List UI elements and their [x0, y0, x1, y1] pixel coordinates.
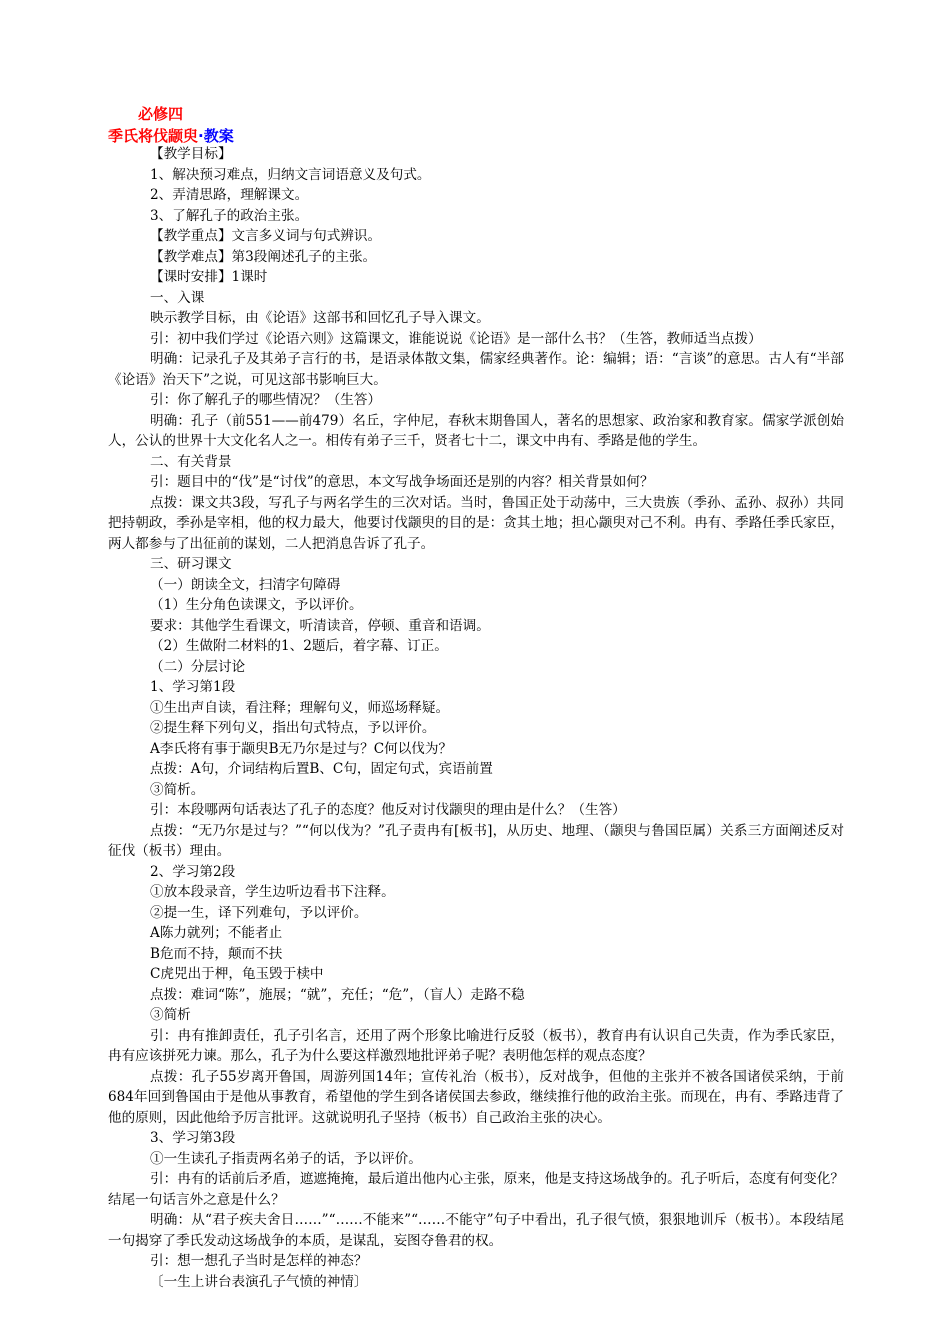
paragraph: ②提生释下列句义，指出句式特点，予以评价。 [150, 720, 436, 736]
paragraph: 二、有关背景 [150, 453, 232, 470]
paragraph: ②提一生，译下列难句，予以评价。 [150, 904, 368, 921]
paragraph: 3、学习第3段 [150, 1130, 236, 1146]
paragraph: 点拨：孔子55岁离开鲁国，周游列国14年；宣传礼治（板书），反对战争，但他的主张并不被各国诸侯采纳，于前684年回到鲁国由于是他从事教育，希望他的学生到各诸侯国去参政，继续推行他的政治主张。而现在，冉有、季路违背了他的原则，因此他给予厉言批评。这就说明孔子坚持（板书）自己政治主张的决心。 [108, 1068, 844, 1126]
paragraph: 三、研习课文 [150, 556, 232, 572]
paragraph: 点拨：A句，介词结构后置B、C句，固定句式，宾语前置 [150, 761, 493, 777]
paragraph: 引：你了解孔子的哪些情况？（生答） [150, 392, 382, 408]
paragraph: 〔一生上讲台表演孔子气愤的神情〕 [150, 1273, 368, 1290]
paragraph: 映示教学目标，由《论语》这部书和回忆孔子导入课文。 [150, 310, 490, 326]
paragraph: 点拨：“无乃尔是过与？”“何以伐为？”孔子责冉有[板书]，从历史、地理、（颛臾与鲁国臣属）关系三方面阐述反对征伐（板书）理由。 [108, 822, 844, 859]
paragraph: 点拨：难词“陈”，施展；“就”，充任；“危”，（盲人）走路不稳 [150, 986, 525, 1003]
paragraph: 引：冉有的话前后矛盾，遮遮掩掩，最后道出他内心主张，原来，他是支持这场战争的。孔子听后，态度有何变化？结尾一句话言外之意是什么？ [108, 1171, 844, 1208]
title-suffix: 教案 [203, 127, 234, 145]
paragraph: A李氏将有事于颛臾B无乃尔是过与？C何以伐为？ [150, 740, 453, 757]
paragraph: 明确：孔子（前551——前479）名丘，字仲尼，春秋末期鲁国人，著名的思想家、政治家和教育家。儒家学派创始人，公认的世界十大文化名人之一。相传有弟子三千，贤者七十二，课文中冉有、季路是他的学生。 [108, 412, 844, 449]
paragraph: 引：冉有推卸责任，孔子引名言，还用了两个形象比喻进行反驳（板书），教育冉有认识自己失责，作为季氏家臣，冉有应该拼死力谏。那么，孔子为什么要这样激烈地批评弟子呢？表明他怎样的观点态度？ [108, 1027, 844, 1064]
paragraph: 引：想一想孔子当时是怎样的神态？ [150, 1253, 368, 1269]
paragraph: 点拨：课文共3段，写孔子与两名学生的三次对话。当时，鲁国正处于动荡中，三大贵族（季孙、孟孙、叔孙）共同把持朝政，季孙是宰相，他的权力最大，他要讨伐颛臾的目的是：贪其土地；担心颛臾对己不利。冉有、季路任季氏家臣，两人都参与了出征前的谋划，二人把消息告诉了孔子。 [108, 494, 844, 552]
paragraph: （2）生做附二材料的1、2题后，着字幕、订正。 [150, 638, 448, 654]
paragraph: 2、弄清思路，理解课文。 [150, 187, 309, 203]
paragraph: 【教学难点】第3段阐述孔子的主张。 [150, 248, 377, 265]
paragraph: 1、解决预习难点，归纳文言词语意义及句式。 [150, 166, 431, 183]
paragraph: 一、入课 [150, 289, 205, 306]
paragraph: ①生出声自读，看注释；理解句义，师巡场释疑。 [150, 699, 450, 716]
paragraph: （一）朗读全文，扫清字句障碍 [150, 576, 341, 593]
paragraph: ③简析 [150, 1007, 191, 1023]
paragraph: （二）分层讨论 [150, 658, 246, 675]
paragraph: （1）生分角色读课文，予以评价。 [150, 597, 363, 613]
document-body [108, 144, 844, 1292]
paragraph: B危而不持，颠而不扶 [150, 945, 283, 962]
paragraph: ①放本段录音，学生边听边看书下注释。 [150, 884, 395, 900]
paragraph: ③简析。 [150, 781, 205, 798]
paragraph: 引：本段哪两句话表达了孔子的态度？他反对讨伐颛臾的理由是什么？（生答） [150, 802, 626, 818]
subject-heading: 必修四 [138, 105, 184, 123]
paragraph: A陈力就列；不能者止 [150, 925, 283, 941]
paragraph: 1、学习第1段 [150, 679, 236, 695]
paragraph: 明确：记录孔子及其弟子言行的书，是语录体散文集，儒家经典著作。论：编辑；语：“言谈”的意思。古人有“半部《论语》治天下”之说，可见这部书影响巨大。 [108, 351, 844, 388]
paragraph: 2、学习第2段 [150, 863, 236, 880]
paragraph: 【教学目标】 [150, 146, 232, 162]
paragraph: 【教学重点】文言多义词与句式辨识。 [150, 228, 382, 244]
paragraph: 明确：从“君子疾夫舍日……”“……不能来”“……不能守”句子中看出，孔子很气愤，狠狠地训斥（板书）。本段结尾一句揭穿了季氏发动这场战争的本质，是谋乱，妄图夺鲁君的权。 [108, 1212, 844, 1249]
paragraph: 引：题目中的“伐”是“讨伐”的意思，本文写战争场面还是别的内容？相关背景如何？ [150, 474, 654, 490]
paragraph: 引：初中我们学过《论语六则》这篇课文，谁能说说《论语》是一部什么书？（生答，教师适当点拨） [150, 330, 762, 347]
title-separator: · [198, 127, 204, 145]
paragraph: 3、了解孔子的政治主张。 [150, 207, 309, 224]
paragraph: 要求：其他学生看课文，听清读音，停顿、重音和语调。 [150, 617, 490, 634]
title-main: 季氏将伐颛臾 [108, 127, 199, 145]
paragraph: C虎兕出于柙，龟玉毁于椟中 [150, 966, 324, 982]
paragraph: ①一生读孔子指责两名弟子的话，予以评价。 [150, 1150, 422, 1167]
paragraph: 【课时安排】1课时 [150, 269, 268, 285]
document-title [108, 125, 234, 146]
